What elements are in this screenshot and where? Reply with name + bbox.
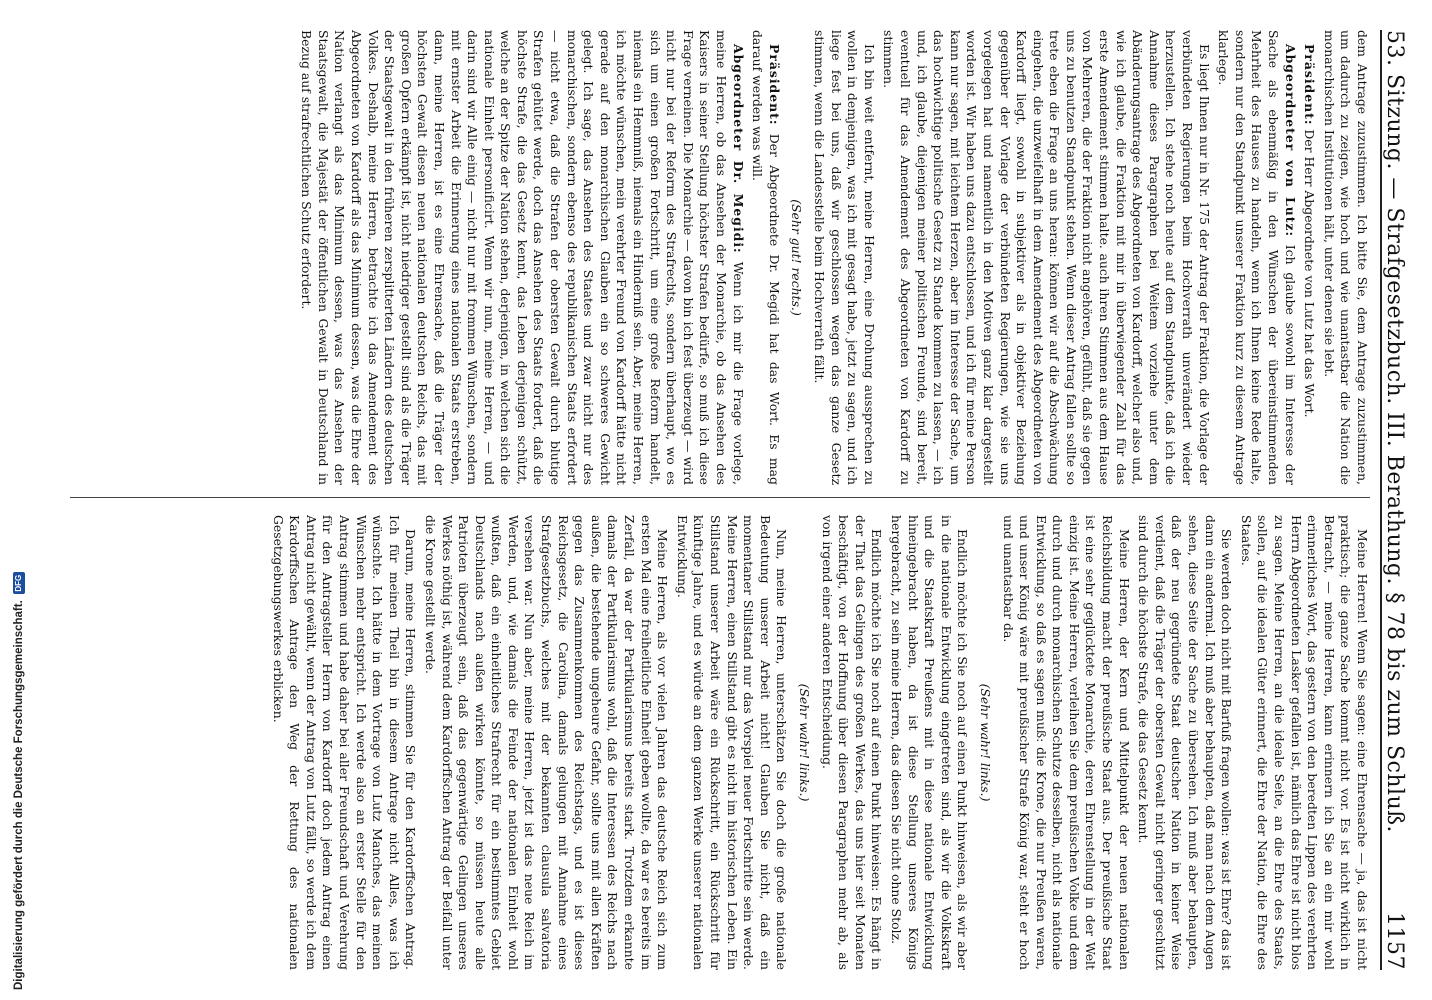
paragraph-text: Ich glaube sowohl im Interesse der Sache als ebenmäßig in den Wünschen der übereinstimmenden Mehrheit des Hauses zu handeln, wenn ich Ihnen keine Rede halte, sondern nur den Standpunkt unserer Fraktion kurz zu diesem Antrage klarlege. [1216, 30, 1298, 485]
dfg-logo-icon: DFG [13, 572, 25, 594]
paragraph: Ich bin weit entfernt, meine Herren, eine Drohung aussprechen zu wollen in demjenigen, was ich mit gesagt habe, jetzt zu sagen, und ich liege fest bei uns, daß wir geschlossen wegen das ganze Gesetz stimmen, wenn die Landesstelle beim Hochverrath fällt. [812, 30, 877, 485]
left-column [60, 30, 1370, 485]
column-divider [70, 497, 1370, 498]
document-page [30, 0, 1430, 1000]
running-head [1380, 30, 1418, 970]
paragraph: Nun, meine Herren, unterschätzen Sie doch die große nationale Bedeutung unserer Arbeit nicht! Glauben Sie nicht, daß ein momentaner Stillstand nur das Vorspiel neuer Fortschritte sein werde. Meine Herren, einen Stillstand gibt es nicht im historischen Leben. Ein Stillstand unserer Arbeit wäre ein Rückschritt, ein Rückschritt für künftige Jahre, und es würde an dem ganzen Werke unserer nationalen Entwicklung. [674, 515, 790, 970]
paragraph: Darum, meine Herren, stimmen Sie für den Kardorffschen Antrag. Ich für meinen Theil bin in diesem Antrage nicht Alles, was ich wünschte. Ich hätte in dem Vortrage von Lutz Manches, das meinen Wünschen mehr entspricht. Ich werde also an erster Stelle für den Antrag stimmen und habe daher bei aller Freundschaft und Verehrung für den Antragsteller Herrn von Kardorff doch jedem Antrag einen Antrag nicht gewählt, wenn der Antrag von Lutz fällt, so werde ich dem Kardorffschen Antrage den Weg der Rettung des nationalen Gesetzgebungswerkes erblicken. [270, 515, 419, 970]
paragraph: Sie werden doch nicht mit Barfuß fragen wollen: was ist Ehre? das ist dann ein andermal. Ich muß aber behaupten, daß man nach dem Augen sehen, diese Seite der Sache zu übersehen. Ich muß aber behaupten, daß der neu gegründete Staat deutscher Nation in keiner Weise verdient, daß die Träger der obersten Gewalt nicht geringer geschützt sind durch die höchste Strafe, die das Gesetz kennt. [1136, 515, 1235, 970]
credit-text: Digitalisierung gefördert durch die Deutsche Forschungsgemeinschaft. [13, 600, 25, 990]
paragraph: Endlich möchte ich Sie noch auf einen Punkt hinweisen: Es hängt in der That das Gelingen des großen Werkes, das uns hier seit Monaten beschäftigt, von der Hoffnung über diesen Paragraphen mehr ab, als von irgend einer anderen Entscheidung. [819, 515, 885, 970]
page-number: 1157 [1382, 912, 1407, 970]
stage-remark: (Sehr wahr! links.) [797, 683, 812, 802]
right-column [60, 515, 1370, 970]
stage-remark: (Sehr gut! rechts.) [789, 199, 805, 316]
paragraph-text: Der Abgeordnete Dr. Megidi hat das Wort. Es mag darauf werden was will. [750, 30, 782, 485]
speaker-label: Abgeordneter Dr. Megidi: [730, 44, 746, 254]
paragraph: Meine Herren, als vor vielen Jahren das deutsche Reich sich zum ersten Mal eine freiheitliche Einheit geben wollte, da war es bereits im Zerfall, da war der Partikularismus bereits stark. Trotzdem erkannte damals der Partikularismus wohl, daß die Interessen des Reichs nach außen, die bestehende ungeheure Gefahr, sollte uns mit allen Kräften gegen das Zusammenkommen des Reichstags, und es ist dieses Reichsgesetz, die Carolina, damals gelungen mit Annahme eines Strafgesetzbuchs, welches mit der bekannten clausula salvatoria versehen war. Nun aber, meine Herren, jetzt ist das neue Reich im Werden, und, wie damals die Feinde der nationalen Einheit wohl wußten, daß ein einheitliches Strafrecht für ein bestimmtes Gebiet Deutschlands nach außen wirken könnte, so müssen heute alle Patrioten überzeugt sein, daß das gegenwärtige Gelingen unseres Werkes nöthig ist, während dem Kardorffschen Antrag der Beifall unter die Krone gestellt werde. [422, 515, 671, 970]
speaker-label: Präsident: [1302, 44, 1318, 126]
paragraph: Endlich möchte ich Sie noch auf einen Punkt hinweisen, als wir aber in die nationale Entwicklung eingetreten sind, als wir die Volkskraft und die Staatskraft Preußens mit in diese nationale Entwicklung hineingebracht haben, da ist diese Stellung unseres Königs hergebracht, zu sein meine Herren, das diesen Sie nicht ohne Stolz. [888, 515, 971, 970]
paragraph-text: Wenn ich mir die Frage vorlege, meine Herren, ob das Ansehen der Monarchie, ob das Ansehen des Kaisers in seiner Stellung höchster Strafen bedürfe, so muß ich diese Frage verneinen. Die Monarchie — davon bin ich fest überzeugt — wird nicht nur bei der Reform des Strafrechts, sondern überhaupt, wo es sich um einen großen Fortschritt, um eine große Reform handelt, niemals ein Hemmniß, niemals ein Hinderniß sein. Aber, meine Herren, ich möchte wünschen, mein verehrter Freund von Kardorff hätte nicht gerade auf den monarchischen Glauben ein so schweres Gewicht gelegt. Ich sage, das Ansehen des Staates und zwar nicht nur des monarchischen, sondern ebenso des republikanischen Staats erfordert — nicht etwa, daß die Strafen der obersten Gewalt durch blutige Strafen gehütet werde, doch das Ansehen des Staats fordert, daß die höchste Strafe, die das Gesetz kennt, das Leben derjenigen schützt, welche an der Spitze der Nation stehen, derjenigen, in welchen sich die nationale Einheit personificirt. Wenn wir nun, meine Herren, — und darin sind wir Alle einig — nicht nur mit frommen Wünschen, sondern mit ernster Arbeit die Erinnerung eines nationalen Staats erstreben, dann, meine Herren, ist es eine Ehrensache, daß die Träger der höchsten Gewalt diesen neuen nationalen deutschen Reichs, das mit großen Opfern erkämpft ist, nicht niedriger gestellt sind als die Träger der Staatsgewalt in den früheren zersplitterten Ländern des deutschen Volkes. Deshalb, meine Herren, betrachte ich das Amendement des Abgeordneten von Kardorff als das Minimum dessen, was die Ehre der Nation verlangt als das Minimum dessen, was das Ansehen der Staatsgewalt, die Majestät der öffentlichen Gewalt in Deutschland in Bezug auf strafrechtlichen Schutz erfordert. [299, 30, 746, 485]
running-title: 53. Sitzung. — Strafgesetzbuch. III. Berathung. § 78 bis zum Schluß. [1382, 30, 1407, 833]
speaker-label: Präsident: [766, 44, 782, 126]
paragraph: Es liegt Ihnen nur in Nr. 175 der Antrag der Fraktion, die Vorlage der verbündeten Regierungen beim Hochverrath unverändert wieder herzustellen. Ich stehe noch heute auf dem Standpunkte, daß ich die Annahme dieses Paragraphen bei Weitem vorziehe unter dem Abänderungsantrage des Abgeordneten von Kardorff, welcher also und, wie ich glaube, die Fraktion mit mir in überwiegender Zahl für das erste Amendement stimmen halte. auch ihren Stimmen aus dem Hause von Mehreren, die der Fraktion nicht angehören, gefühlt, daß sie gegen uns zu benutzen Standpunkt stehen. Wenn dieser Antrag fallen sollte so trete eben die Frage an uns heran: können wir auf die Abschwächung eingehen, die unzweifelhaft in dem Amendement des Abgeordneten von Kardorff liegt, sowohl in subjektiver als in objektiver Beziehung gegenüber der Vorlage der verbündeten Regierungen, wie sie uns vorgelegen hat und namentlich in den Motiven ganz klar dargestellt worden ist. Wir haben uns dazu entschlossen, und ich für meine Person kann nur sagen, mit leichtem Herzen, aber im Interesse der Sache, um das hochwichtige politische Gesetz zu Stande kommen zu lassen, — ich und, ich glaube, diejenigen meiner politischen Freunde, sind bereit, eventuell für das Amendement des Abgeordneten von Kardorff zu stimmen. [881, 30, 1212, 485]
digitization-credit [2, 500, 28, 1000]
paragraph: Meine Herren, der Kern und Mittelpunkt der neuen nationalen Reichsbildung macht der preußische Staat aus. Der preußische Staat ist eine sehr geglücktete Monarchie, deren Ehrenstellung in der Welt einzig ist. Meine Herren, verleihen Sie dem preußischen Volke und dem durch und durch monarchischen Schutze desselben, nicht als nationale Entwicklung, so daß es sagen muß: die Krone, die nur Preußen waren, und unser König wäre mit preußischer Strafe König war, steht er hoch und unantastbar da. [1000, 515, 1132, 970]
paragraph: Meine Herren! Wenn Sie sagen: eine Ehrensache — ja, das ist nicht praktisch; die ganze Sache kommt nicht vor. Es ist nicht wirklich in Betracht, — meine Herren, kann erinnern ich Sie an ein mir wohl erinnerliches Wort, das gestern von den beredten Lippen des verehrten Herrn Abgeordneten Lasker gefallen ist, nämlich das Ehre ist nicht blos zu sagen. Meine Herren, an die ideale Seite, an die Ehre des Staats, sollen, auf die idealen Güter erinnert, die Ehre der Nation, die Ehre des Staates. [1238, 515, 1370, 970]
stage-remark: (Sehr wahr! links.) [977, 683, 993, 802]
paragraph: dem Antrage zuzustimmen. Ich bitte Sie, dem Antrage zuzustimmen, um dadurch zu zeigen, wie hoch und wie unantastbar die Nation die monarchischen Institutionen hält, unter denen sie lebt. [1321, 30, 1370, 485]
paragraph-text: Der Herr Abgeordnete von Lutz hat das Wort. [1302, 129, 1318, 418]
speaker-label: Abgeordneter von Lutz: [1282, 44, 1298, 238]
